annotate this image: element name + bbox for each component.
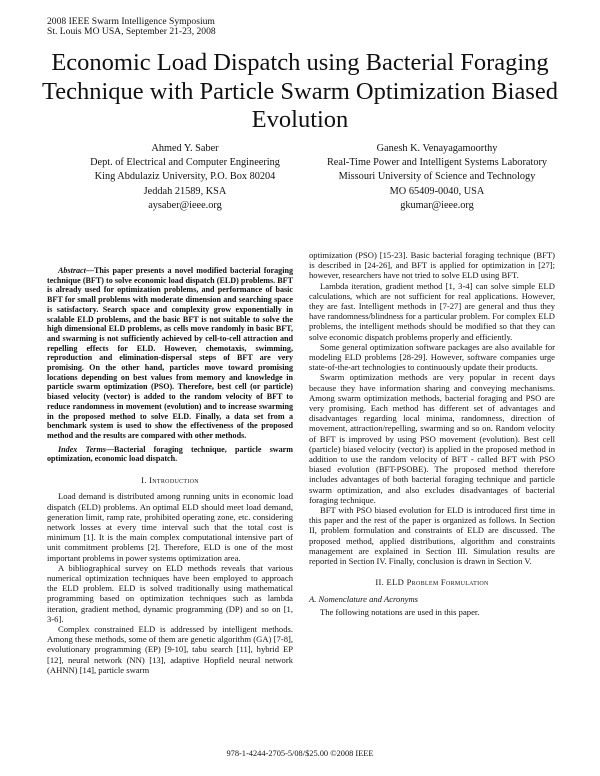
paragraph: The following notations are used in this paper. bbox=[320, 606, 480, 617]
section-heading-introduction: I. Introduction bbox=[141, 475, 199, 486]
author-block-1 bbox=[60, 142, 310, 213]
index-terms bbox=[47, 445, 293, 464]
abstract-text: —This paper presents a novel modified bacterial foraging technique (BFT) to solve economic load dispatch (ELD) problems. BFT is already used for optimization problems, and performance of basic BFT for small problems with moderate dimension and searching space is satisfactory. Search space and complexity grow exponentially in scalable ELD problems, and the basic BFT is not suitable to solve the high dimensional ELD problems, as cells move randomly in basic BFT, and swarming is not sufficiently achieved by cell-to-cell attraction and repelling effects for ELD. However, chemotaxis, swimming, reproduction and elimination-dispersal steps of BFT are very promising. On the other hand, particles move toward promising locations depending on best values from memory and knowledge in particle swarm optimization (PSO). Therefore, best cell (or particle) biased velocity (vector) is added to the random velocity of BFT to reduce randomness in movement (evolution) and to increase swarming in the proposed method to solve ELD. Finally, a data set from a benchmark system is used to show the effectiveness of the proposed method and the results are compared with other methods. bbox=[47, 266, 293, 440]
author-email: aysaber@ieee.org bbox=[148, 199, 222, 211]
author-city: Jeddah 21589, KSA bbox=[143, 185, 227, 197]
author-name: Ahmed Y. Saber bbox=[151, 143, 219, 154]
copyright-footer: 978-1-4244-2705-5/08/$25.00 ©2008 IEEE bbox=[226, 749, 374, 758]
author-dept: Dept. of Electrical and Computer Engineering bbox=[90, 157, 280, 169]
subsection-heading-nomenclature: A. Nomenclature and Acronyms bbox=[309, 593, 418, 604]
index-terms-lead: Index Terms bbox=[58, 444, 106, 454]
right-column bbox=[309, 250, 555, 617]
paragraph: Swarm optimization methods are very popular in recent days because they have information sharing and conveying mechanisms. Among swarm optimization methods, bacterial foraging and PSO are very promising. Each method has different set of advantages and disadvantages regarding local minima, randomness, direction of movement, attraction/repelling, swarming and so on. Random velocity of BFT is improved by using PSO movement (evolution). Best cell (particle) biased velocity (vector) is applied in the proposed method in addition to use the random velocity of BFT - called BFT with PSO biased evolution (BFT-PSOBE). The proposed method therefore includes advantages of both bacterial foraging technique and particle swarm optimization, and also excludes disadvantages of bacterial foraging technique. bbox=[309, 372, 555, 505]
index-terms-text: —Bacterial foraging technique, particle swarm optimization, economic load dispatch. bbox=[47, 444, 294, 464]
author-affiliation: King Abdulaziz University, P.O. Box 80204 bbox=[94, 171, 276, 183]
paragraph: A bibliographical survey on ELD methods reveals that various numerical optimization techniques have been employed to approach the ELD problem. ELD is solved traditionally using mathematical programming based on optimization techniques such as lambda iteration, gradient method, dynamic programming (DP) and so on [1, 3-6]. bbox=[47, 562, 293, 624]
author-city: MO 65409-0040, USA bbox=[389, 185, 485, 197]
left-column bbox=[47, 266, 293, 675]
paragraph: BFT with PSO biased evolution for ELD is introduced first time in this paper and the rest of the paper is organized as follows. In Section II, problem formulation and constraints of ELD are discussed. The proposed method, applied distributions, algorithm and constraints management are explained in Section III. Simulation results are reported in Section IV. Finally, conclusion is drawn in Section V. bbox=[309, 505, 555, 567]
section-heading-problem-formulation: II. ELD Problem Formulation bbox=[375, 577, 489, 588]
paragraph: Load demand is distributed among running units in economic load dispatch (ELD) problems. An optimal ELD should meet load demand, generation limit, ramp rate, prohibited operating zone, etc. considering network losses at every time interval such that the total cost is minimum [1]. It is the main complex computational intensive part of unit commitment problems [2]. Therefore, ELD is one of the most important problems in power systems optimization area. bbox=[47, 491, 293, 563]
author-dept: Real-Time Power and Intelligent Systems Laboratory bbox=[326, 157, 548, 169]
paper-title: Economic Load Dispatch using Bacterial Foraging Technique with Particle Swarm Optimization Biased Evolution bbox=[41, 49, 559, 133]
author-email: gkumar@ieee.org bbox=[400, 199, 474, 211]
paragraph: Lambda iteration, gradient method [1, 3-4] can solve simple ELD calculations, which are not sufficient for real applications. However, they are fast. Intelligent methods in [7-27] are general and thus they have randomness/blindness for a particular problem. For complex ELD problems, the intelligent methods should be modified so that they can solve economic dispatch problems properly and efficiently. bbox=[309, 280, 555, 342]
conference-name: 2008 IEEE Swarm Intelligence Symposium bbox=[47, 16, 215, 27]
conference-location-date: St. Louis MO USA, September 21-23, 2008 bbox=[47, 26, 216, 37]
abstract-lead: Abstract bbox=[58, 266, 86, 275]
paragraph: Complex constrained ELD is addressed by intelligent methods. Among these methods, some of them are genetic algorithm (GA) [7-8], evolutionary programming (EP) [9-10], tabu search [11], hybrid EP [12], neural network (NN) [13], adaptive Hopfield neural network (AHNN) [14], particle swarm bbox=[47, 624, 293, 675]
author-affiliation: Missouri University of Science and Technology bbox=[338, 171, 536, 183]
author-name: Ganesh K. Venayagamoorthy bbox=[376, 143, 498, 154]
author-block-2 bbox=[312, 142, 562, 213]
paragraph: optimization (PSO) [15-23]. Basic bacterial foraging technique (BFT) is described in [24-26], and BFT is applied for optimization in [27]; however, researchers have not tried to solve ELD using BFT. bbox=[309, 250, 555, 281]
abstract bbox=[47, 266, 293, 441]
paragraph: Some general optimization software packages are also available for modeling ELD problems [28-29]. However, software companies urge state-of-the-art technologies to continuously update their products. bbox=[309, 341, 555, 373]
